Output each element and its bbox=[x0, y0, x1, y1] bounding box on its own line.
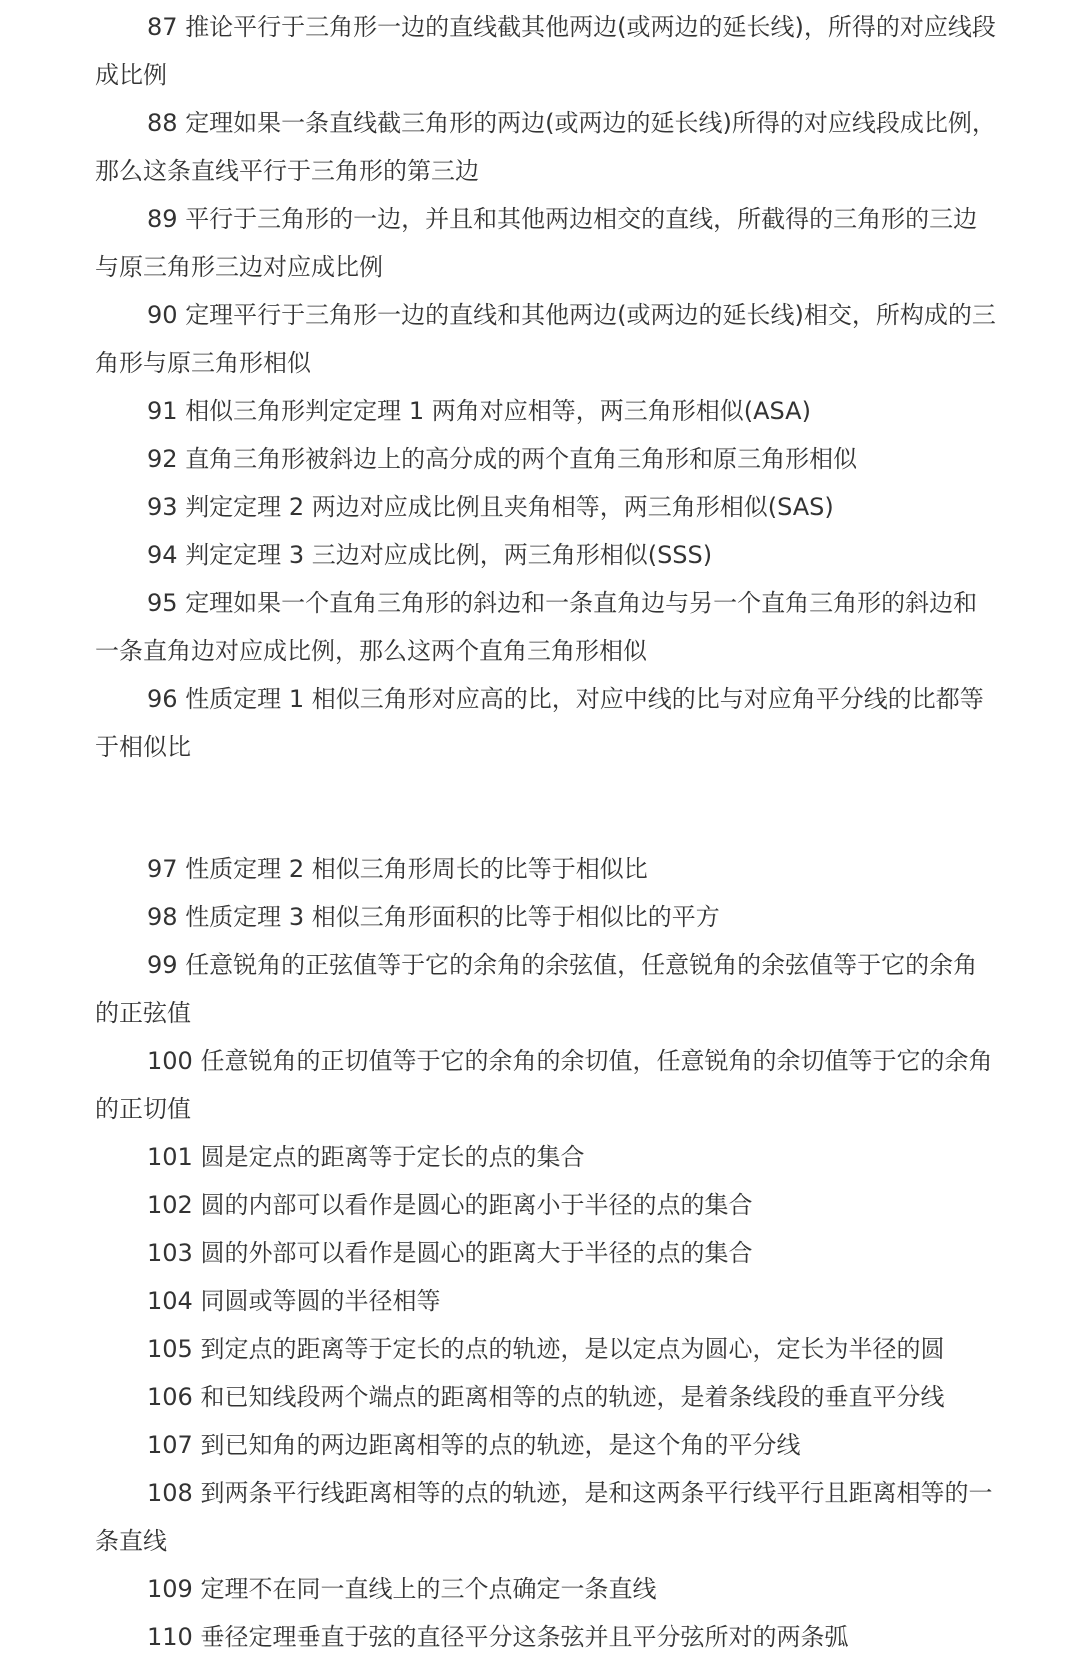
theorem-text: 任意锐角的正弦值等于它的余角的余弦值，任意锐角的余弦值等于它的余角的正弦值 bbox=[95, 951, 978, 1027]
theorem-number: 93 bbox=[147, 493, 178, 521]
theorem-number: 102 bbox=[147, 1191, 193, 1219]
theorem-section-2 bbox=[95, 845, 1000, 1661]
theorem-item-91 bbox=[95, 387, 1000, 435]
theorem-text: 定理如果一个直角三角形的斜边和一条直角边与另一个直角三角形的斜边和一条直角边对应成比例，那么这两个直角三角形相似 bbox=[95, 589, 978, 665]
theorem-number: 100 bbox=[147, 1047, 193, 1075]
theorem-number: 107 bbox=[147, 1431, 193, 1459]
theorem-item-90 bbox=[95, 291, 1000, 387]
theorem-item-88 bbox=[95, 99, 1000, 195]
theorem-text: 性质定理 1 相似三角形对应高的比，对应中线的比与对应角平分线的比都等于相似比 bbox=[95, 685, 984, 761]
theorem-number: 98 bbox=[147, 903, 178, 931]
theorem-item-93 bbox=[95, 483, 1000, 531]
theorem-text: 定理不在同一直线上的三个点确定一条直线 bbox=[200, 1575, 657, 1603]
theorem-number: 89 bbox=[147, 205, 178, 233]
theorem-number: 95 bbox=[147, 589, 178, 617]
theorem-text: 任意锐角的正切值等于它的余角的余切值，任意锐角的余切值等于它的余角的正切值 bbox=[95, 1047, 993, 1123]
theorem-item-105 bbox=[95, 1325, 1000, 1373]
theorem-item-87 bbox=[95, 3, 1000, 99]
theorem-item-104 bbox=[95, 1277, 1000, 1325]
theorem-text: 直角三角形被斜边上的高分成的两个直角三角形和原三角形相似 bbox=[185, 445, 858, 473]
theorem-text: 到定点的距离等于定长的点的轨迹，是以定点为圆心，定长为半径的圆 bbox=[200, 1335, 945, 1363]
theorem-item-107 bbox=[95, 1421, 1000, 1469]
theorem-number: 90 bbox=[147, 301, 178, 329]
theorem-item-97 bbox=[95, 845, 1000, 893]
theorem-item-102 bbox=[95, 1181, 1000, 1229]
theorem-text: 性质定理 3 相似三角形面积的比等于相似比的平方 bbox=[185, 903, 720, 931]
theorem-text: 圆的内部可以看作是圆心的距离小于半径的点的集合 bbox=[200, 1191, 753, 1219]
theorem-text: 判定定理 2 两边对应成比例且夹角相等，两三角形相似(SAS) bbox=[185, 493, 834, 521]
theorem-number: 101 bbox=[147, 1143, 193, 1171]
theorem-text: 相似三角形判定定理 1 两角对应相等，两三角形相似(ASA) bbox=[185, 397, 811, 425]
theorem-text: 圆是定点的距离等于定长的点的集合 bbox=[200, 1143, 585, 1171]
theorem-text: 到两条平行线距离相等的点的轨迹，是和这两条平行线平行且距离相等的一条直线 bbox=[95, 1479, 993, 1555]
theorem-text: 判定定理 3 三边对应成比例，两三角形相似(SSS) bbox=[185, 541, 713, 569]
theorem-item-94 bbox=[95, 531, 1000, 579]
theorem-text: 平行于三角形的一边，并且和其他两边相交的直线，所截得的三角形的三边与原三角形三边对应成比例 bbox=[95, 205, 978, 281]
theorem-number: 88 bbox=[147, 109, 178, 137]
theorem-text: 和已知线段两个端点的距离相等的点的轨迹，是着条线段的垂直平分线 bbox=[200, 1383, 945, 1411]
theorem-text: 推论平行于三角形一边的直线截其他两边(或两边的延长线)，所得的对应线段成比例 bbox=[95, 13, 996, 89]
theorem-text: 到已知角的两边距离相等的点的轨迹，是这个角的平分线 bbox=[200, 1431, 801, 1459]
theorem-item-103 bbox=[95, 1229, 1000, 1277]
theorem-item-95 bbox=[95, 579, 1000, 675]
theorem-text: 垂径定理垂直于弦的直径平分这条弦并且平分弦所对的两条弧 bbox=[200, 1623, 849, 1651]
theorem-text: 同圆或等圆的半径相等 bbox=[200, 1287, 441, 1315]
theorem-section-1 bbox=[95, 3, 1000, 771]
theorem-item-92 bbox=[95, 435, 1000, 483]
theorem-item-96 bbox=[95, 675, 1000, 771]
theorem-item-89 bbox=[95, 195, 1000, 291]
theorem-number: 94 bbox=[147, 541, 178, 569]
theorem-number: 96 bbox=[147, 685, 178, 713]
theorem-number: 105 bbox=[147, 1335, 193, 1363]
theorem-number: 106 bbox=[147, 1383, 193, 1411]
theorem-text: 定理平行于三角形一边的直线和其他两边(或两边的延长线)相交，所构成的三角形与原三角形相似 bbox=[95, 301, 996, 377]
theorem-item-110 bbox=[95, 1613, 1000, 1661]
theorem-number: 87 bbox=[147, 13, 178, 41]
theorem-number: 103 bbox=[147, 1239, 193, 1267]
theorem-number: 110 bbox=[147, 1623, 193, 1651]
theorem-text: 定理如果一条直线截三角形的两边(或两边的延长线)所得的对应线段成比例，那么这条直线平行于三角形的第三边 bbox=[95, 109, 996, 185]
theorem-number: 97 bbox=[147, 855, 178, 883]
theorem-text: 圆的外部可以看作是圆心的距离大于半径的点的集合 bbox=[200, 1239, 753, 1267]
theorem-number: 108 bbox=[147, 1479, 193, 1507]
theorem-item-109 bbox=[95, 1565, 1000, 1613]
theorem-item-99 bbox=[95, 941, 1000, 1037]
theorem-text: 性质定理 2 相似三角形周长的比等于相似比 bbox=[185, 855, 648, 883]
theorem-item-101 bbox=[95, 1133, 1000, 1181]
theorem-number: 104 bbox=[147, 1287, 193, 1315]
theorem-number: 91 bbox=[147, 397, 178, 425]
theorem-item-98 bbox=[95, 893, 1000, 941]
theorem-number: 92 bbox=[147, 445, 178, 473]
theorem-number: 109 bbox=[147, 1575, 193, 1603]
theorem-item-106 bbox=[95, 1373, 1000, 1421]
theorem-item-108 bbox=[95, 1469, 1000, 1565]
theorem-item-100 bbox=[95, 1037, 1000, 1133]
theorem-number: 99 bbox=[147, 951, 178, 979]
